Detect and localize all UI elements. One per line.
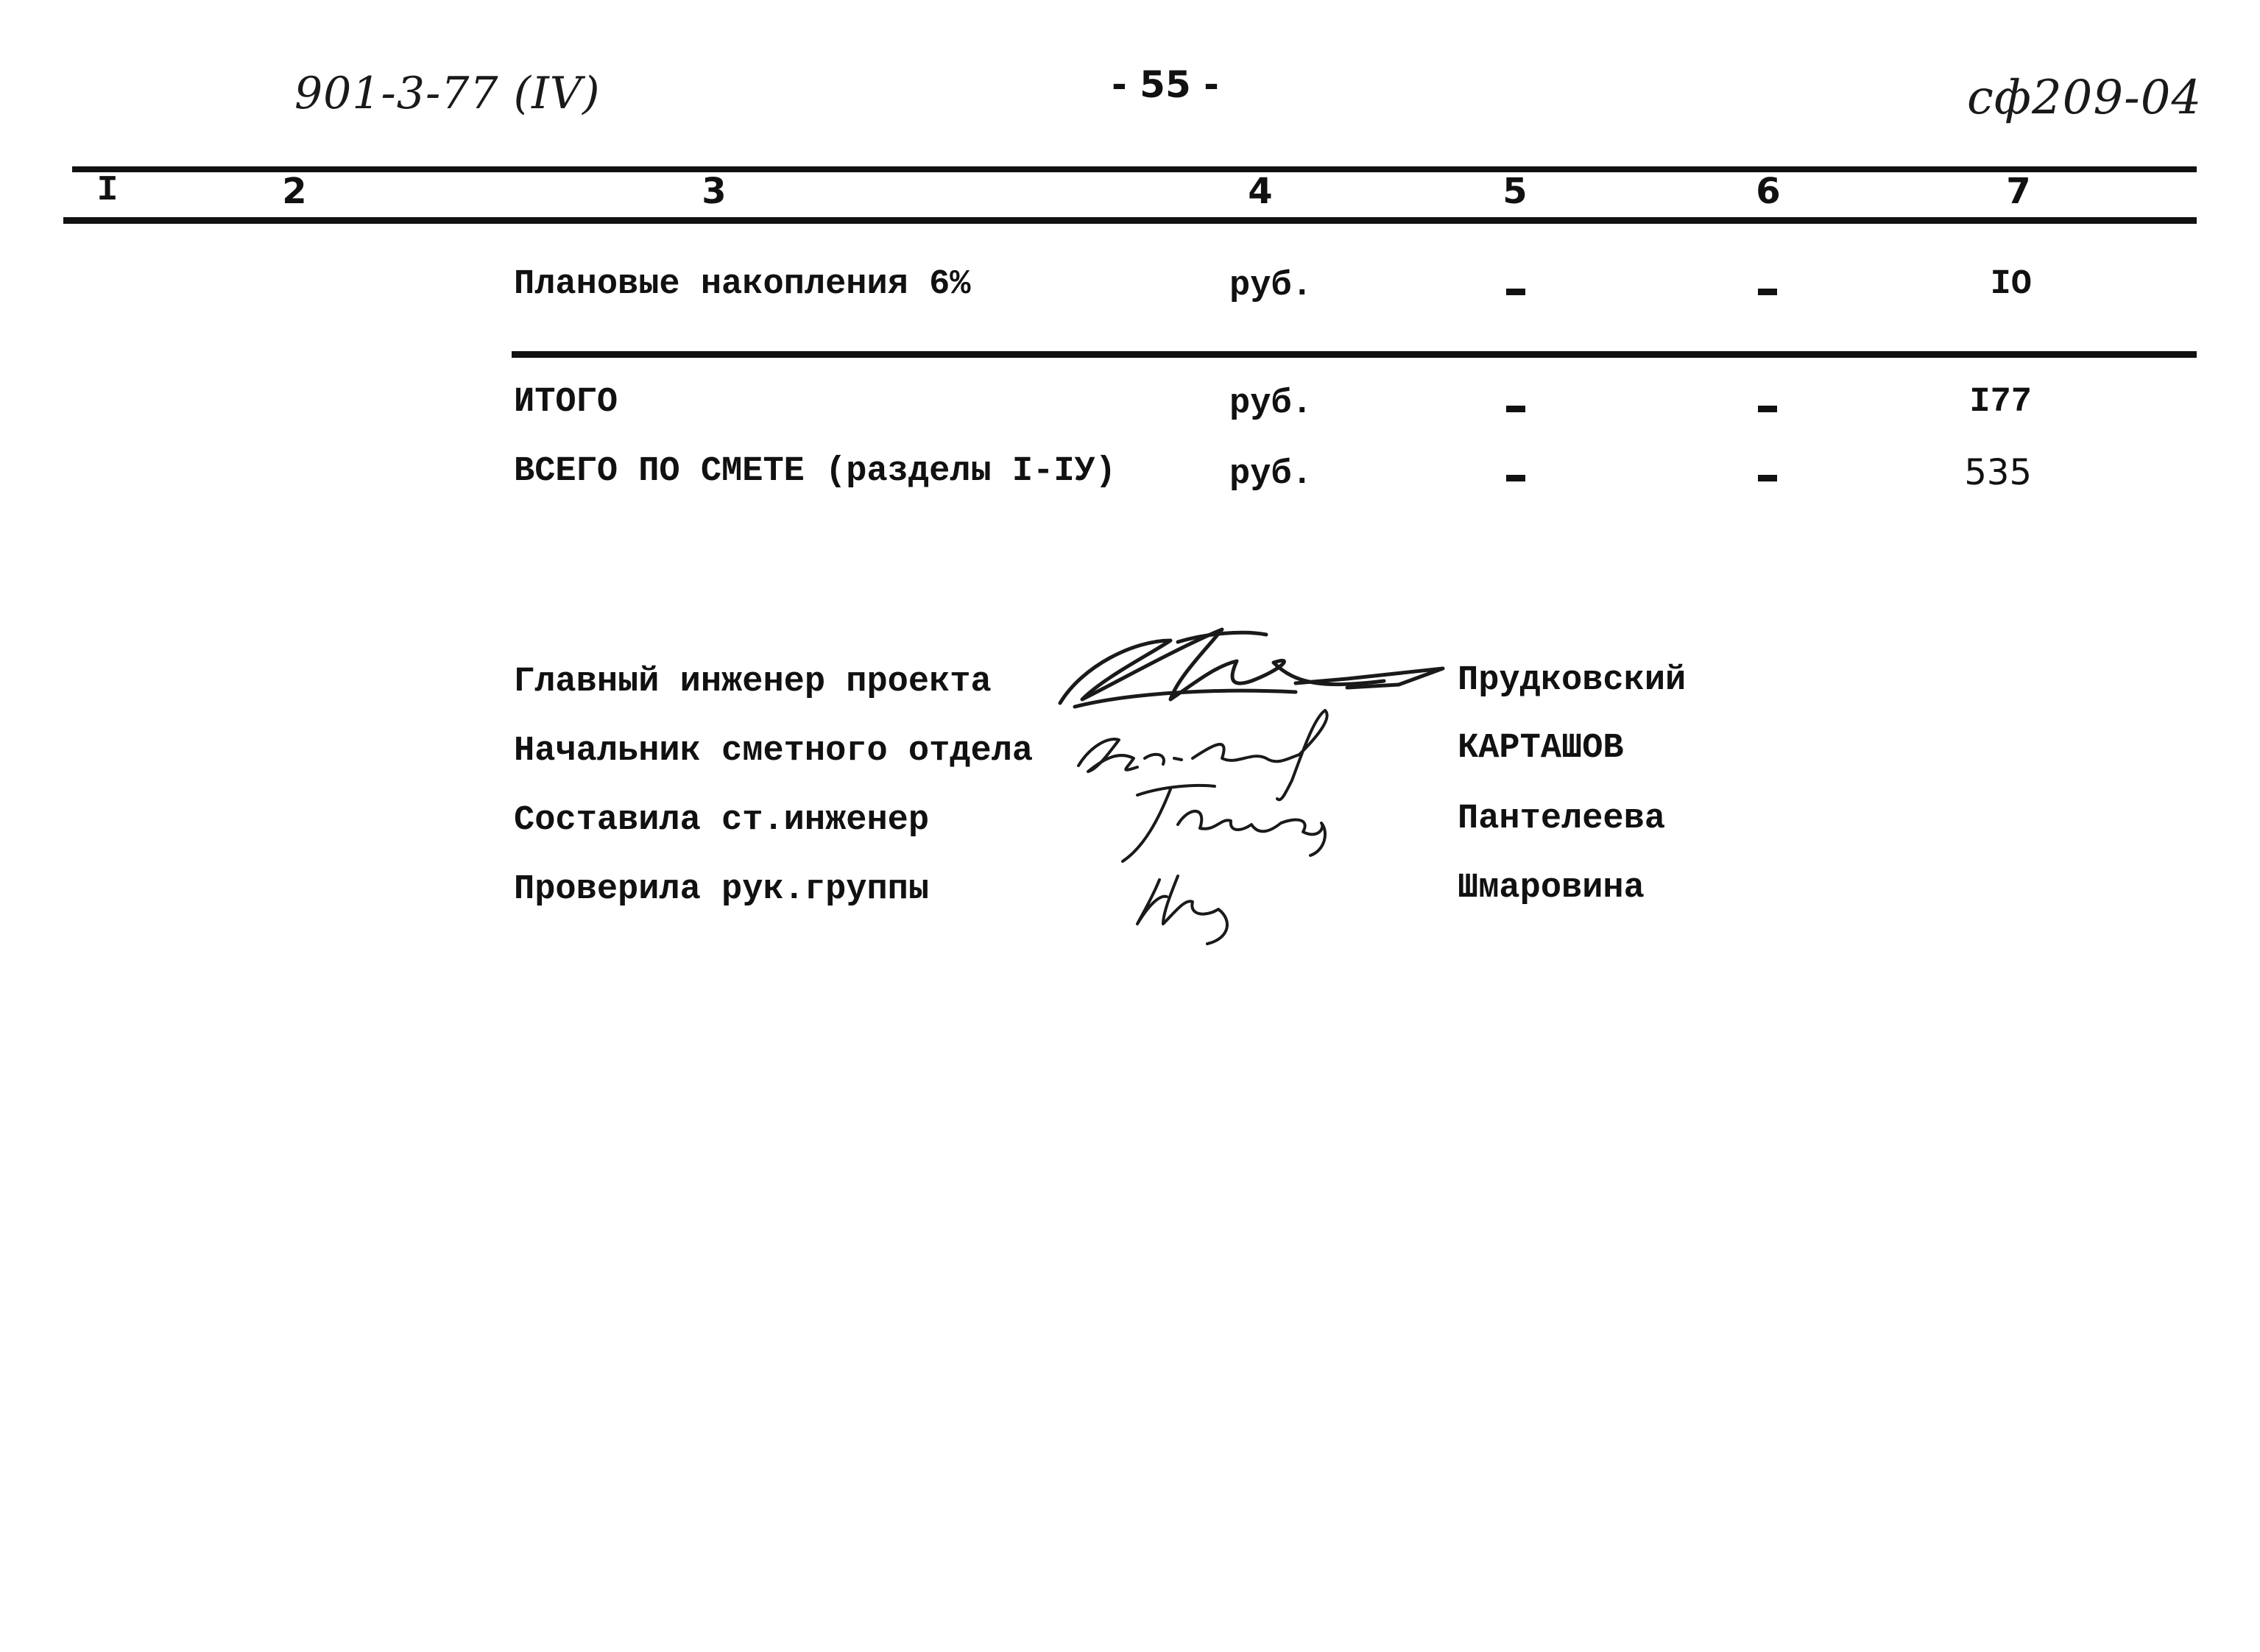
column-number-5: 5 <box>1502 171 1528 212</box>
document-code-suffix: (IV) <box>513 68 601 119</box>
row-label: Плановые накопления 6% <box>514 265 971 304</box>
row-col5-dash <box>1506 289 1525 295</box>
column-number-4: 4 <box>1248 171 1273 212</box>
row-value: 535 <box>1964 452 2032 493</box>
row-value: I77 <box>1969 383 2032 422</box>
signature-reviewer <box>1137 876 1227 944</box>
signatory-name: КАРТАШОВ <box>1458 729 1624 768</box>
table-top-rule <box>72 166 2197 172</box>
document-code <box>294 68 601 119</box>
row-value: IO <box>1990 265 2032 304</box>
document-code-number: 901-3-77 <box>294 68 499 119</box>
row-col6-dash <box>1758 289 1777 295</box>
document-reference: сф209-04 <box>1967 71 2203 125</box>
signatory-title: Начальник сметного отдела <box>514 732 1034 771</box>
signatory-name: Шмаровина <box>1458 869 1645 908</box>
column-number-7: 7 <box>2006 171 2031 212</box>
row-unit: руб. <box>1229 384 1313 423</box>
table-header-bottom-rule <box>63 217 2197 224</box>
row-col5-dash <box>1506 475 1525 481</box>
signature-head-of-estimates <box>1078 710 1327 799</box>
signatory-name: Прудковский <box>1458 661 1687 700</box>
row-col6-dash <box>1758 475 1777 481</box>
signature-chief-engineer <box>1060 629 1443 707</box>
row-unit: руб. <box>1229 455 1313 494</box>
row-col6-dash <box>1758 406 1777 412</box>
page-number: - 55 - <box>1112 63 1219 106</box>
column-number-3: 3 <box>702 171 727 212</box>
row-label: ВСЕГО ПО СМЕТЕ (разделы I-IУ) <box>514 452 1116 491</box>
signatory-title: Проверила рук.группы <box>514 870 930 909</box>
signatory-title: Составила ст.инженер <box>514 801 930 840</box>
signatory-name: Пантелеева <box>1458 799 1666 839</box>
signature-compiler <box>1123 786 1325 861</box>
column-number-2: 2 <box>282 171 307 212</box>
row-label: ИТОГО <box>514 383 618 422</box>
signatory-title: Главный инженер проекта <box>514 663 992 702</box>
row-col5-dash <box>1506 406 1525 412</box>
subtotal-rule <box>512 351 2197 358</box>
column-number-6: 6 <box>1756 171 1781 212</box>
row-unit: руб. <box>1229 266 1313 306</box>
column-number-1: I <box>96 171 119 211</box>
